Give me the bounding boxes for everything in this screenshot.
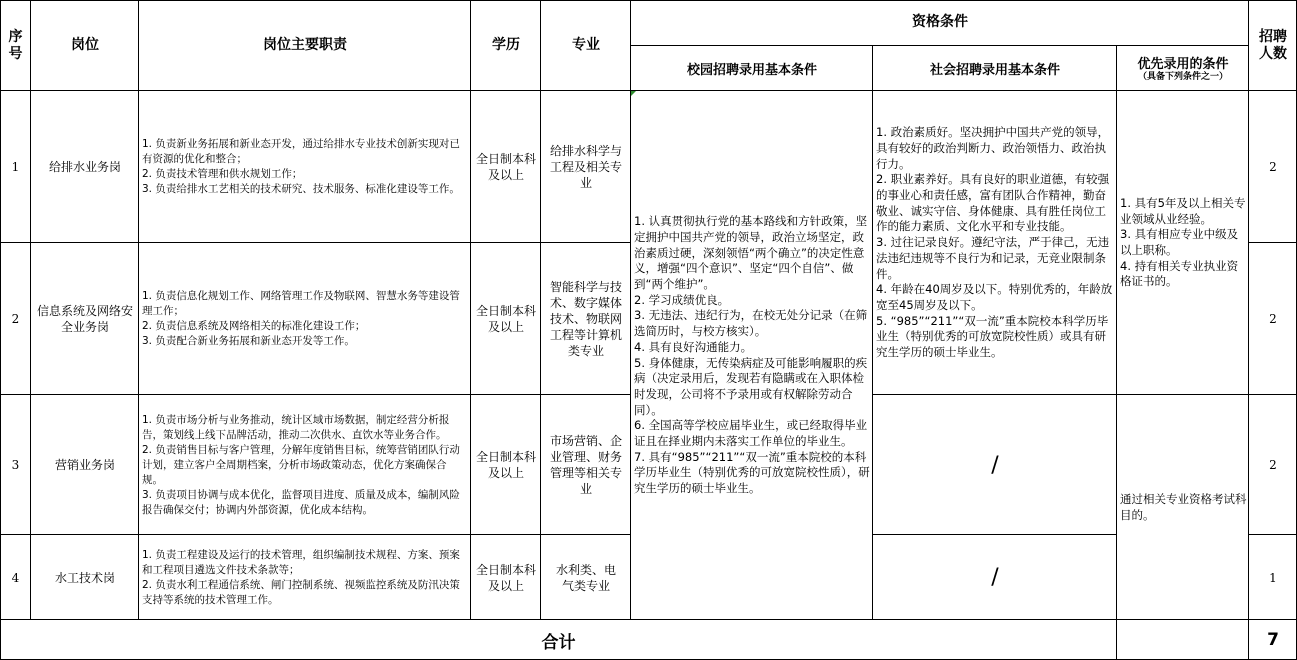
priority-conditions	[1117, 91, 1249, 395]
row-2-seq: 2	[11, 312, 20, 326]
duty-item: 2. 负责销售目标与客户管理，分解年度销售目标，统筹营销团队行动计划，建立客户全周期档案，分析市场政策动态，优化方案确保合规。	[142, 443, 460, 486]
header-campus: 校园招聘录用基本条件	[686, 62, 817, 78]
campus-condition-item: 4. 具有良好沟通能力。	[634, 339, 753, 354]
grid-line	[0, 534, 631, 535]
row-1-education: 全日制本科及以上	[475, 152, 536, 182]
row-3-seq: 3	[11, 458, 20, 472]
social-condition-item: 4. 年龄在40周岁及以下。特别优秀的，年龄放宽至45周岁及以下。	[876, 282, 1113, 312]
row-2-major: 智能科学与技术、数字媒体技术、物联网工程等计算机类专业	[549, 280, 622, 358]
row-4-education: 全日制本科及以上	[475, 562, 536, 593]
grid-line	[872, 45, 873, 620]
social-condition-item: 2. 职业素养好。具有良好的职业道德，有较强的事业心和责任感，富有团队合作精神，勤奋敬业、诚实守信、身体健康、具有胜任岗位工作的能力素质、文化水平和专业技能。	[876, 172, 1110, 234]
header-hires: 招聘人数	[1259, 28, 1287, 62]
row-1-position: 给排水业务岗	[48, 160, 121, 174]
row-4-duties	[139, 535, 471, 620]
duty-item: 1. 负责新业务拓展和新业态开发，通过给排水专业技术创新实现对已有资源的优化和整合；	[142, 138, 460, 165]
cell-marker	[631, 91, 636, 96]
duty-item: 3. 负责项目协调与成本优化，监督项目进度、质量及成本，编制风险报告确保交付；协调内外部资源，优化成本结构。	[142, 488, 460, 516]
campus-condition-item: 5. 身体健康，无传染病症及可能影响履职的疾病（决定录用后，发现若有隐瞒或在入职体检时发现，公司将不予录用或有权解除劳动合同）。	[634, 355, 868, 417]
grid-line	[1249, 534, 1297, 535]
social-na-row-3: /	[991, 452, 999, 478]
row-3-education: 全日制本科及以上	[475, 450, 536, 480]
row-1-seq: 1	[11, 160, 20, 174]
grid-line	[0, 0, 1, 660]
social-na-row-4: /	[991, 565, 999, 590]
row-1-hires: 2	[1269, 160, 1277, 174]
social-conditions	[873, 91, 1117, 395]
grid-line	[0, 90, 1297, 91]
grid-line	[138, 0, 139, 620]
grid-line	[540, 0, 541, 620]
row-2-education: 全日制本科及以上	[475, 304, 536, 334]
campus-conditions	[631, 91, 873, 620]
grid-line	[470, 0, 471, 620]
row-4-major: 水利类、电气类专业	[555, 562, 616, 593]
grid-line	[30, 0, 31, 620]
header-priority: 优先录用的条件 （具备下列条件之一）	[1137, 57, 1229, 82]
duty-item: 1. 负责信息化规划工作、网络管理工作及物联网、智慧水务等建设管理工作；	[142, 290, 460, 317]
total-label: 合计	[541, 632, 576, 653]
social-condition-item: 3. 过往记录良好。遵纪守法，严于律己，无违法违纪违规等不良行为和记录，无竞业限制条件。	[876, 235, 1110, 281]
header-priority-note: （具备下列条件之一）	[1137, 72, 1228, 82]
duty-item: 2. 负责水利工程通信系统、闸门控制系统、视频监控系统及防汛决策支持等系统的技术管理工作。	[142, 578, 460, 606]
row-3-position: 营销业务岗	[54, 458, 115, 472]
header-education: 学历	[492, 37, 520, 53]
total-value: 7	[1267, 630, 1279, 650]
header-social: 社会招聘录用基本条件	[929, 62, 1060, 78]
duty-item: 2. 负责技术管理和供水规划工作；	[142, 168, 303, 180]
social-condition-item: 5. “985”“211”“双一流”重本院校本科学历毕业生（特别优秀的可放宽院校性质）或具有研究生学历的硕士毕业生。	[876, 313, 1109, 360]
duty-item: 1. 负责工程建设及运行的技术管理，组织编制技术规程、方案、预案和工程项目遴选文件技术条款等；	[142, 548, 460, 576]
priority-condition-item: 3. 具有相应专业中级及以上职称。	[1120, 227, 1239, 257]
campus-condition-item: 6. 全国高等学校应届毕业生，或已经取得毕业证且在择业期内未落实工作单位的毕业生。	[634, 418, 868, 449]
row-3-duties	[139, 395, 471, 535]
row-2-position: 信息系统及网络安全业务岗	[36, 304, 133, 334]
grid-line	[631, 45, 1249, 46]
row-1-duties	[139, 91, 471, 243]
grid-line	[1249, 242, 1297, 243]
duty-item: 3. 负责配合新业务拓展和新业态开发等工作。	[142, 335, 355, 347]
row-2-duties	[139, 243, 471, 395]
campus-condition-item: 2. 学习成绩优良。	[634, 292, 730, 307]
priority-condition-item: 4. 持有相关专业执业资格证书的。	[1120, 258, 1239, 289]
grid-line	[1116, 45, 1117, 660]
grid-line	[873, 534, 1117, 535]
campus-condition-item: 1. 认真贯彻执行党的基本路线和方针政策，坚定拥护中国共产党的领导，政治立场坚定，政治素质过硬，深刻领悟“两个确立”的决定性意义，增强“四个意识”、坚定“四个自信”、做到“两个维护”。	[634, 214, 868, 291]
duty-item: 3. 负责给排水工艺相关的技术研究、技术服务、标准化建设等工作。	[142, 183, 460, 195]
campus-condition-item: 7. 具有“985”“211”“双一流”重本院校的本科学历毕业生（特别优秀的可放宽院校性质），研究生学历的硕士毕业生。	[634, 449, 870, 496]
row-1-major: 给排水科学与工程及相关专业	[549, 144, 622, 190]
row-4-seq: 4	[11, 570, 20, 585]
header-major: 专业	[572, 37, 600, 53]
header-duties: 岗位主要职责	[263, 37, 347, 53]
priority-extra: 通过相关专业资格考试科目的。	[1120, 491, 1247, 522]
duty-item: 1. 负责市场分析与业务推动，统计区域市场数据，制定经营分析报告，策划线上线下品牌活动，推动二次供水、直饮水等业务合作。	[142, 413, 450, 441]
header-position: 岗位	[71, 37, 99, 53]
social-condition-item: 1. 政治素质好。坚决拥护中国共产党的领导，具有较好的政治判断力、政治领悟力、政治执行力。	[876, 125, 1110, 171]
row-4-position: 水工技术岗	[54, 570, 115, 585]
campus-condition-item: 3. 无违法、违纪行为，在校无处分记录（在筛选简历时，与校方核实）。	[634, 308, 868, 339]
row-3-major: 市场营销、企业管理、财务管理等相关专业	[549, 434, 622, 496]
row-2-hires: 2	[1269, 312, 1277, 326]
grid-line	[0, 394, 631, 395]
grid-line	[1248, 0, 1249, 660]
grid-line	[0, 619, 1297, 620]
row-3-hires: 2	[1269, 458, 1277, 472]
grid-line	[0, 0, 1297, 1]
row-4-hires: 1	[1269, 570, 1277, 585]
header-qualifications: 资格条件	[912, 14, 968, 30]
grid-line	[873, 394, 1297, 395]
header-seq: 序号	[8, 28, 23, 62]
priority-condition-item: 1. 具有5年及以上相关专业领域从业经验。	[1120, 195, 1246, 226]
duty-item: 2. 负责信息系统及网络相关的标准化建设工作；	[142, 320, 366, 332]
grid-line	[0, 242, 631, 243]
